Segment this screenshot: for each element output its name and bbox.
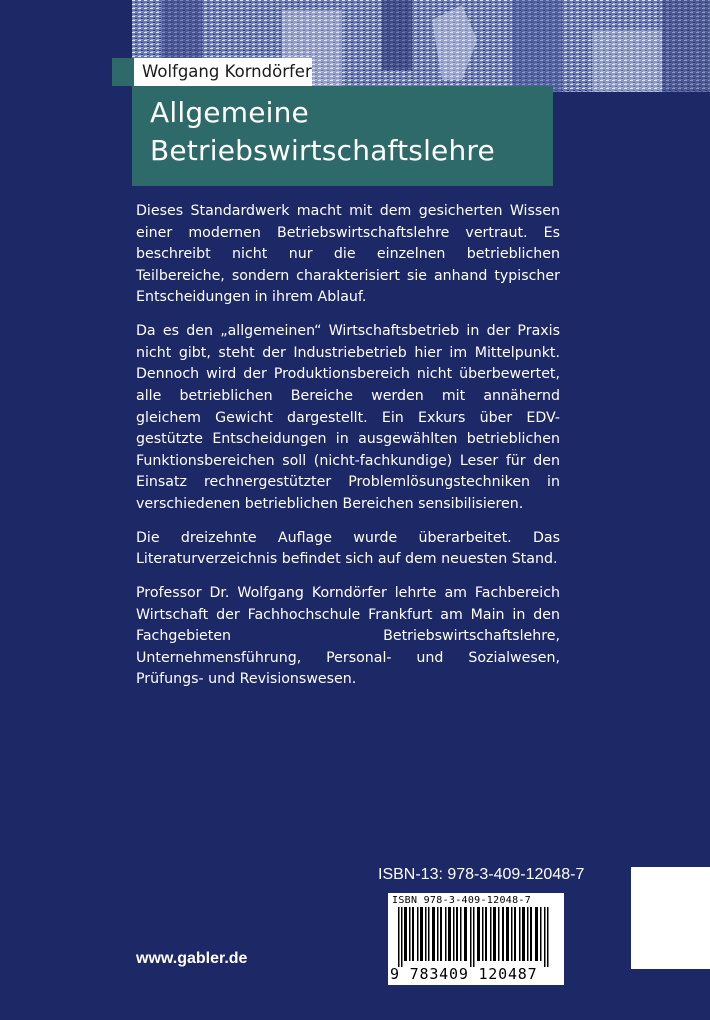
blurb-paragraph: Die dreizehnte Auflage wurde überarbeitet. Das Literaturverzeichnis befindet sich auf dem neuesten Stand. [136, 529, 560, 568]
barcode-isbn-text: ISBN 978-3-409-12048-7 [392, 895, 532, 906]
barcode [388, 893, 564, 985]
price-sticker-area [631, 867, 710, 969]
blurb-text [136, 201, 560, 703]
barcode-bars [398, 907, 554, 967]
barcode-digits: 9 783409 120487 [390, 965, 538, 983]
author-bio: Professor Dr. Wolfgang Korndörfer lehrte am Fachbereich Wirtschaft der Fachhochschule Frankfurt am Main in den Fachgebieten Betriebswirtschaftslehre, Unternehmensführung, Personal- und Sozialwesen, Prüfungs- und Revisionswesen. [136, 585, 560, 688]
book-title-line-1: Allgemeine [150, 96, 309, 129]
book-title-line-2: Betriebswirtschaftslehre [150, 134, 495, 167]
blurb-paragraph: Da es den „allgemeinen“ Wirtschaftsbetrieb in der Praxis nicht gibt, steht der Industriebetrieb hier im Mittelpunkt. Dennoch wird der Produktionsbereich nicht überbewertet, alle betrieblichen Bereiche werden mit annähernd gleichem Gewicht dargestellt. Ein Exkurs über EDV-gestützte Entscheidungen in ausgewählten betrieblichen Funktionsbereichen soll (nicht-fachkundige) Leser für den Einsatz rechnergestützter Problemlösungstechniken in verschiedenen betrieblichen Bereichen sensibilisieren. [136, 323, 560, 512]
publisher-website: www.gabler.de [136, 950, 248, 967]
author-name: Wolfgang Korndörfer [142, 62, 312, 81]
isbn-label: ISBN-13: 978-3-409-12048-7 [378, 866, 585, 883]
author-accent [112, 58, 134, 86]
blurb-paragraph: Dieses Standardwerk macht mit dem gesicherten Wissen einer modernen Betriebswirtschaftslehre vertraut. Es beschreibt nicht nur die einzelnen betrieblichen Teilbereiche, sondern charakterisiert sie anhand typischer Entscheidungen in ihrem Ablauf. [136, 203, 560, 306]
